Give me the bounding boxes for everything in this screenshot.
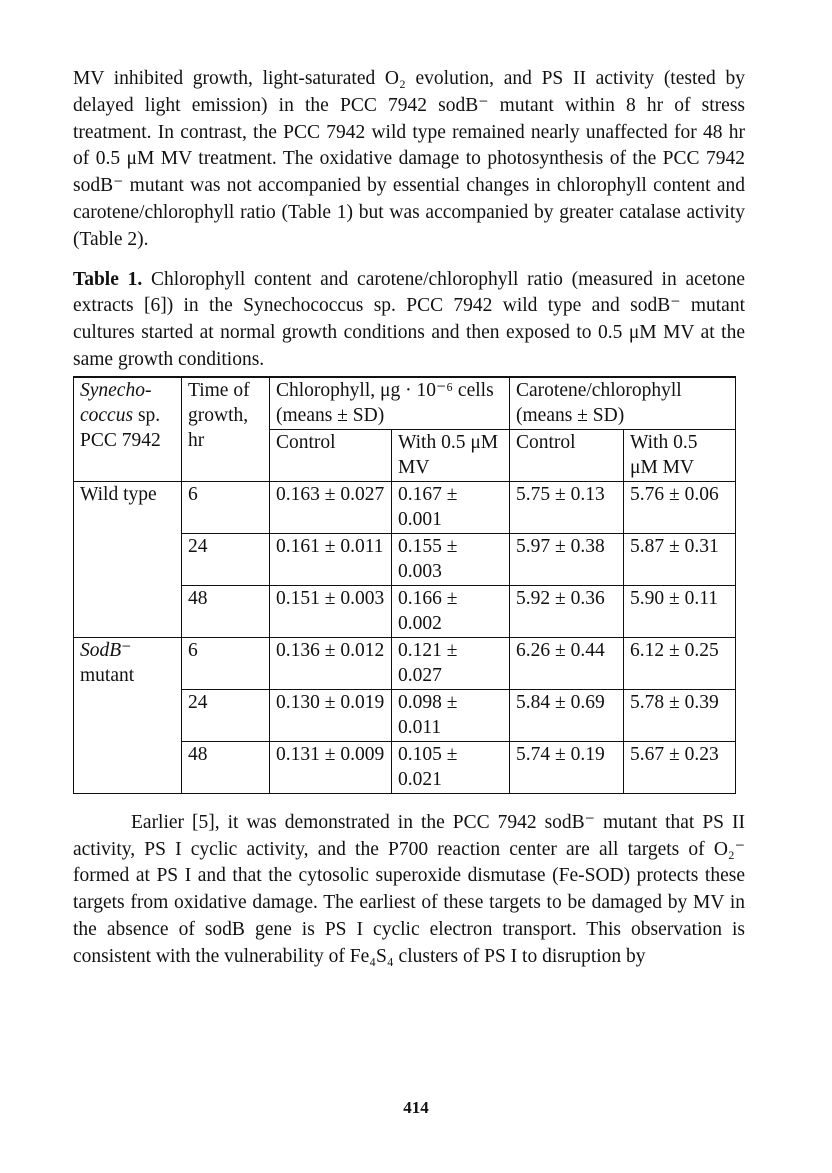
car-control-cell: 5.97 ± 0.38 — [510, 533, 624, 585]
table-caption-text: Chlorophyll content and carotene/chlorophyll ratio (measured in acetone extracts [6]) in the Synechococcus sp. PCC 7942 wild type and sodB⁻ mutant cultures started at normal growth conditions and then exposed to 0.5 μM MV at the same growth conditions. — [73, 268, 746, 370]
page-body — [73, 66, 745, 971]
time-cell: 24 — [182, 533, 270, 585]
car-mv-cell: 5.90 ± 0.11 — [624, 585, 736, 637]
chl-mv-cell: 0.121 ± 0.027 — [392, 637, 510, 689]
table-caption-label: Table 1. — [73, 268, 143, 290]
chl-control-cell: 0.163 ± 0.027 — [270, 481, 392, 533]
strain-cell-wild: Wild type — [74, 481, 182, 637]
car-control-cell: 5.75 ± 0.13 — [510, 481, 624, 533]
time-cell: 48 — [182, 741, 270, 793]
page-number: 414 — [403, 1098, 429, 1117]
car-mv-cell: 5.87 ± 0.31 — [624, 533, 736, 585]
table-caption — [73, 267, 745, 374]
chl-mv-cell: 0.098 ± 0.011 — [392, 689, 510, 741]
car-mv-cell: 5.67 ± 0.23 — [624, 741, 736, 793]
car-control-cell: 6.26 ± 0.44 — [510, 637, 624, 689]
chl-mv-cell: 0.155 ± 0.003 — [392, 533, 510, 585]
car-control-cell: 5.74 ± 0.19 — [510, 741, 624, 793]
header-strain-rest: sp. PCC 7942 — [80, 404, 161, 451]
header-carotene: Carotene/chlorophyll (means ± SD) — [510, 377, 736, 430]
header-chl-mv: With 0.5 μM MV — [392, 429, 510, 481]
header-strain-italic: Synecho-coccus — [80, 379, 152, 426]
paragraph-top: MV inhibited growth, light-saturated O₂ evolution, and PS II activity (tested by delayed light emission) in the PCC 7942 sodB⁻ mutant within 8 hr of stress treatment. In contrast, the PCC 7942 wild type remained nearly unaffected for 48 hr of 0.5 μM MV treatment. The oxidative damage to photosynthesis of the PCC 7942 sodB⁻ mutant was not accompanied by essential changes in chlorophyll content and carotene/chlorophyll ratio (Table 1) but was accompanied by greater catalase activity (Table 2). — [73, 68, 745, 250]
time-cell: 6 — [182, 637, 270, 689]
chl-control-cell: 0.161 ± 0.011 — [270, 533, 392, 585]
table-row — [74, 481, 736, 533]
header-strain — [74, 377, 182, 482]
time-cell: 48 — [182, 585, 270, 637]
data-table — [73, 376, 736, 794]
header-time: Time of growth, hr — [182, 377, 270, 482]
header-chl-control: Control — [270, 429, 392, 481]
paragraph-bottom: Earlier [5], it was demonstrated in the PCC 7942 sodB⁻ mutant that PS II activity, PS I cyclic activity, and the P700 reaction center are all targets of O₂⁻ formed at PS I and that the cytosolic superoxide dismutase (Fe-SOD) protects these targets from oxidative damage. The earliest of these targets to be damaged by MV in the absence of sodB gene is PS I cyclic electron transport. This observation is consistent with the vulnerability of Fe₄S₄ clusters of PS I to disruption by — [73, 811, 745, 967]
header-car-control: Control — [510, 429, 624, 481]
car-control-cell: 5.92 ± 0.36 — [510, 585, 624, 637]
time-cell: 24 — [182, 689, 270, 741]
time-cell: 6 — [182, 481, 270, 533]
chl-control-cell: 0.151 ± 0.003 — [270, 585, 392, 637]
chl-mv-cell: 0.105 ± 0.021 — [392, 741, 510, 793]
chl-control-cell: 0.130 ± 0.019 — [270, 689, 392, 741]
strain-cell-mutant — [74, 637, 182, 793]
header-chlorophyll: Chlorophyll, μg · 10⁻⁶ cells (means ± SD) — [270, 377, 510, 430]
car-mv-cell: 5.78 ± 0.39 — [624, 689, 736, 741]
chl-control-cell: 0.136 ± 0.012 — [270, 637, 392, 689]
chl-control-cell: 0.131 ± 0.009 — [270, 741, 392, 793]
chl-mv-cell: 0.166 ± 0.002 — [392, 585, 510, 637]
strain-mutant-plain: mutant — [80, 664, 135, 686]
table-row — [74, 637, 736, 689]
car-mv-cell: 5.76 ± 0.06 — [624, 481, 736, 533]
chl-mv-cell: 0.167 ± 0.001 — [392, 481, 510, 533]
header-car-mv: With 0.5 μM MV — [624, 429, 736, 481]
strain-mutant-italic: SodB⁻ — [80, 639, 132, 661]
car-control-cell: 5.84 ± 0.69 — [510, 689, 624, 741]
car-mv-cell: 6.12 ± 0.25 — [624, 637, 736, 689]
